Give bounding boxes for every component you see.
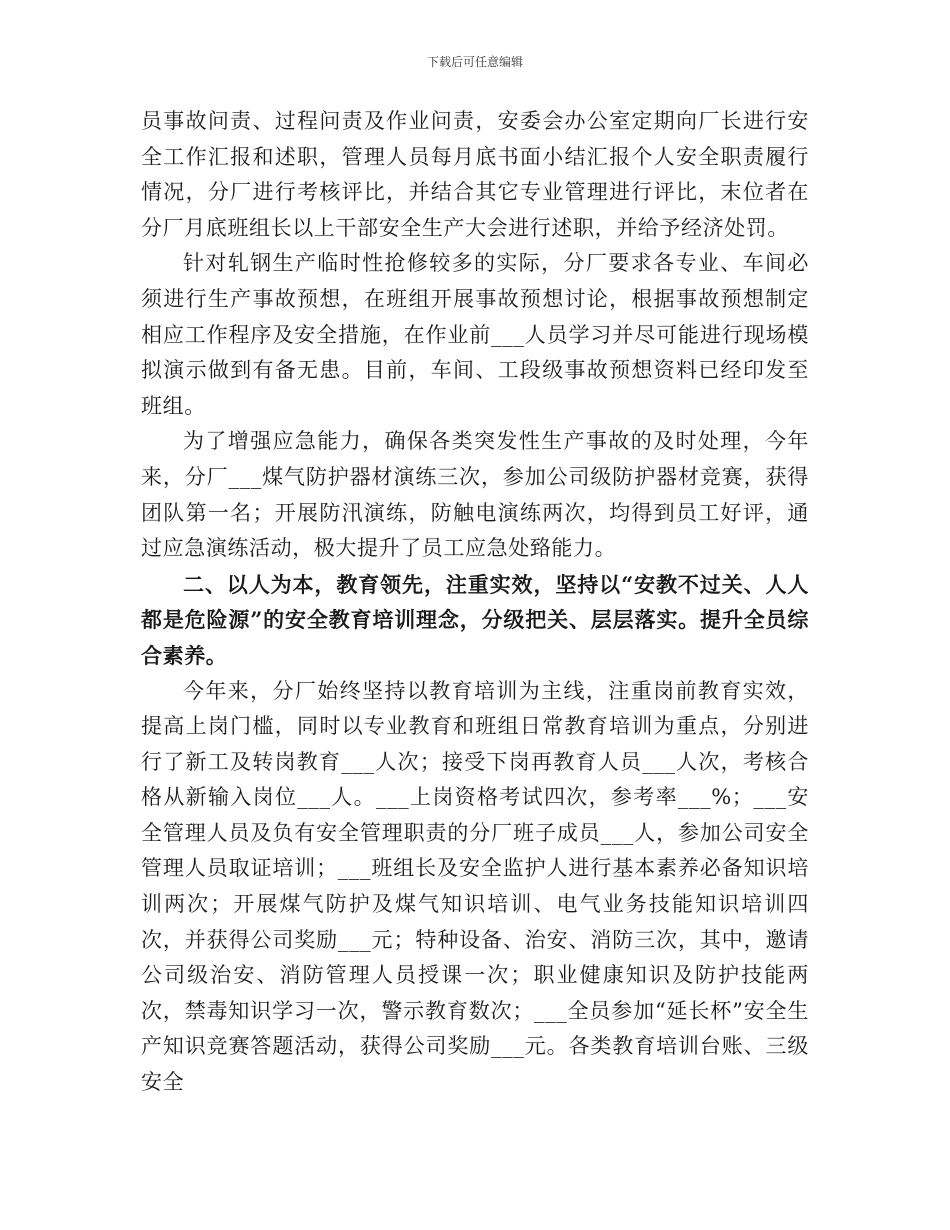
document-body [141, 104, 809, 1101]
section-heading-2: 二、以人为本，教育领先，注重实效，坚持以“安教不过关、人人都是危险源”的安全教育培训理念，分级把关、层层落实。提升全员综合素养。 [141, 571, 809, 668]
paragraph-accident-drills: 针对轧钢生产临时性抢修较多的实际，分厂要求各专业、车间必须进行生产事故预想，在班组开展事故预想讨论，根据事故预想制定相应工作程序及安全措施，在作业前___人员学习并尽可能进行现场模拟演示做到有备无患。目前，车间、工段级事故预想资料已经印发至班组。 [141, 251, 809, 418]
paragraph-training: 今年来，分厂始终坚持以教育培训为主线，注重岗前教育实效，提高上岗门槛，同时以专业教育和班组日常教育培训为重点，分别进行了新工及转岗教育___人次；接受下岗再教育人员___人次，考核合格从新输入岗位___人。___上岗资格考试四次，参考率___%；___安全管理人员及负有安全管理职责的分厂班子成员___人，参加公司安全管理人员取证培训；___班组长及安全监护人进行基本素养必备知识培训两次；开展煤气防护及煤气知识培训、电气业务技能知识培训四次，并获得公司奖励___元；特种设备、治安、消防三次，其中，邀请公司级治安、消防管理人员授课一次；职业健康知识及防护技能两次，禁毒知识学习一次，警示教育数次；___全员参加“延长杯”安全生产知识竞赛答题活动，获得公司奖励___元。各类教育培训台账、三级安全 [141, 678, 809, 1095]
page-header: 下载后可任意编辑 [426, 55, 523, 69]
paragraph-continued: 员事故问责、过程问责及作业问责，安委会办公室定期向厂长进行安全工作汇报和述职，管理人员每月底书面小结汇报个人安全职责履行情况，分厂进行考核评比，并结合其它专业管理进行评比，末位者在分厂月底班组长以上干部安全生产大会进行述职，并给予经济处罚。 [141, 109, 809, 240]
paragraph-emergency-drills: 为了增强应急能力，确保各类突发性生产事故的及时处理，今年来，分厂___煤气防护器材演练三次，参加公司级防护器材竞赛，获得团队第一名；开展防汛演练，防触电演练两次，均得到员工好评，通过应急演练活动，极大提升了员工应急处臵能力。 [141, 429, 809, 561]
